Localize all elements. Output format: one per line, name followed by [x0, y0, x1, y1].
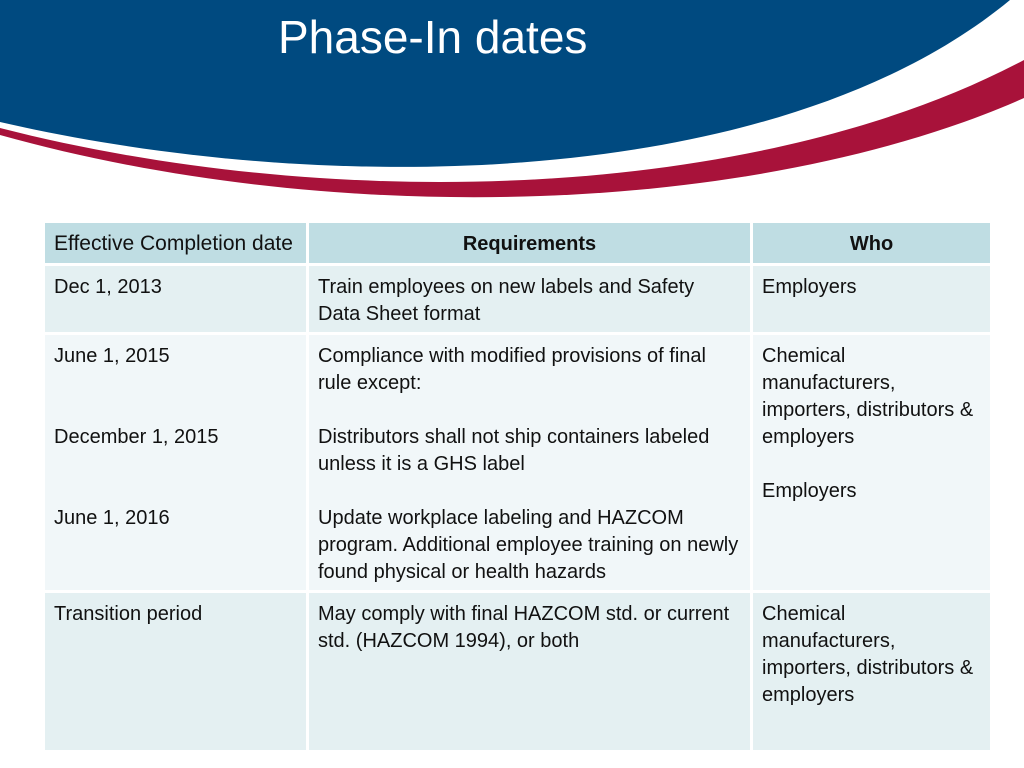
- date-cell: Transition period: [44, 592, 308, 752]
- slide-title: Phase-In dates: [278, 11, 588, 63]
- requirement-item: Compliance with modified provisions of final rule except:: [318, 345, 706, 394]
- requirement-item: Distributors shall not ship containers labeled unless it is a GHS label: [318, 426, 710, 475]
- header-effective-date: Effective Completion date: [44, 222, 308, 265]
- table-row: [44, 265, 992, 334]
- date-cell: [44, 334, 308, 592]
- who-cell: [752, 334, 992, 592]
- who-item: Employers: [762, 480, 857, 502]
- date-item: December 1, 2015: [54, 426, 219, 448]
- requirement-cell: May comply with final HAZCOM std. or current std. (HAZCOM 1994), or both: [308, 592, 752, 752]
- requirement-cell: Train employees on new labels and Safety Data Sheet format: [308, 265, 752, 334]
- header-who: Who: [752, 222, 992, 265]
- date-cell: Dec 1, 2013: [44, 265, 308, 334]
- who-cell: Employers: [752, 265, 992, 334]
- phase-in-table: [42, 220, 993, 753]
- date-item: June 1, 2016: [54, 507, 170, 529]
- date-item: June 1, 2015: [54, 345, 170, 367]
- who-cell: Chemical manufacturers, importers, distributors & employers: [752, 592, 992, 752]
- table-row: [44, 334, 992, 592]
- requirement-item: Update workplace labeling and HAZCOM program. Additional employee training on newly found physical or health hazards: [318, 507, 739, 583]
- header-requirements: Requirements: [308, 222, 752, 265]
- requirement-cell: [308, 334, 752, 592]
- who-item: Chemical manufacturers, importers, distributors & employers: [762, 345, 974, 448]
- table-header-row: [44, 222, 992, 265]
- table-row: [44, 592, 992, 752]
